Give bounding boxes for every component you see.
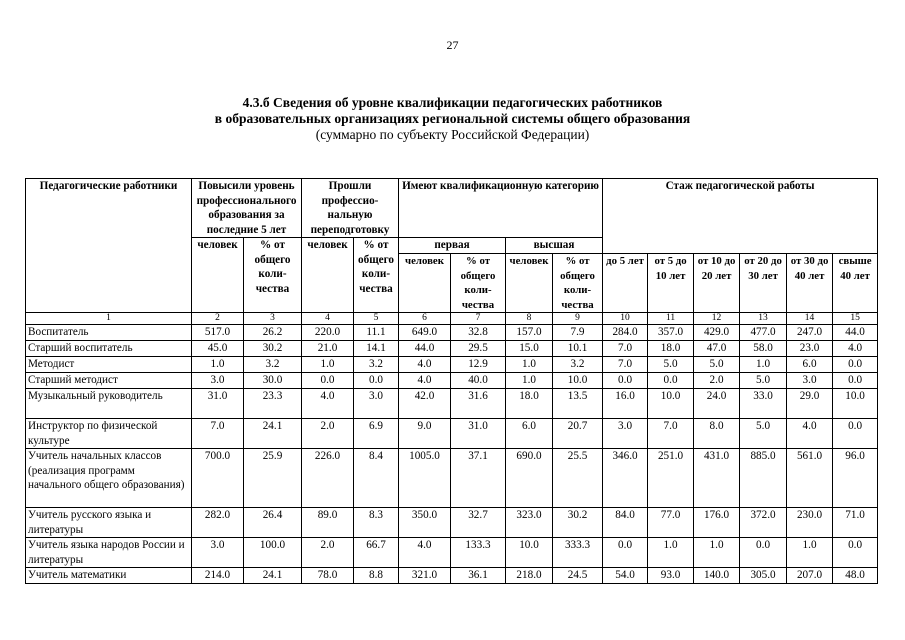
table-row — [26, 389, 878, 419]
header-workers: Педагогические работники — [26, 179, 192, 313]
table-cell: 357.0 — [648, 325, 694, 341]
table-cell: 517.0 — [192, 325, 244, 341]
column-number: 12 — [694, 313, 740, 325]
table-cell: 24.0 — [694, 389, 740, 419]
table-cell: 77.0 — [648, 508, 694, 538]
table-cell: 0.0 — [603, 538, 648, 568]
table-cell: 24.5 — [553, 568, 603, 584]
column-number: 4 — [302, 313, 354, 325]
row-label: Музыкальный руководитель — [26, 389, 192, 419]
table-cell: 26.2 — [244, 325, 302, 341]
table-cell: 29.0 — [787, 389, 833, 419]
table-cell: 36.1 — [451, 568, 506, 584]
header-exp-range: от 20 до 30 лет — [740, 254, 787, 313]
table-body — [26, 325, 878, 584]
table-cell: 350.0 — [399, 508, 451, 538]
table-cell: 323.0 — [506, 508, 553, 538]
table-cell: 885.0 — [740, 449, 787, 508]
table-cell: 176.0 — [694, 508, 740, 538]
table-cell: 8.8 — [354, 568, 399, 584]
table-cell: 220.0 — [302, 325, 354, 341]
table-cell: 29.5 — [451, 341, 506, 357]
column-number: 2 — [192, 313, 244, 325]
table-cell: 10.0 — [506, 538, 553, 568]
header-experience: Стаж педагогической работы — [603, 179, 878, 254]
title-line-1: 4.3.б Сведения об уровне квалификации педагогических работников — [242, 95, 663, 110]
table-cell: 0.0 — [302, 373, 354, 389]
table-cell: 0.0 — [354, 373, 399, 389]
table-cell: 1.0 — [506, 357, 553, 373]
header-percent: % от общего коли-чества — [244, 238, 302, 313]
table-cell: 230.0 — [787, 508, 833, 538]
table-cell: 207.0 — [787, 568, 833, 584]
column-number: 13 — [740, 313, 787, 325]
table-cell: 333.3 — [553, 538, 603, 568]
header-exp-range: от 10 до 20 лет — [694, 254, 740, 313]
table-cell: 30.2 — [553, 508, 603, 538]
column-number: 6 — [399, 313, 451, 325]
table-row — [26, 325, 878, 341]
table-cell: 157.0 — [506, 325, 553, 341]
table-cell: 649.0 — [399, 325, 451, 341]
table-cell: 214.0 — [192, 568, 244, 584]
header-people: человек — [399, 254, 451, 313]
table-cell: 6.9 — [354, 419, 399, 449]
table-cell: 1.0 — [192, 357, 244, 373]
table-cell: 44.0 — [399, 341, 451, 357]
table-cell: 5.0 — [740, 373, 787, 389]
table-cell: 3.0 — [787, 373, 833, 389]
row-label: Методист — [26, 357, 192, 373]
table-cell: 8.4 — [354, 449, 399, 508]
table-cell: 3.2 — [553, 357, 603, 373]
table-cell: 1005.0 — [399, 449, 451, 508]
row-label: Старший воспитатель — [26, 341, 192, 357]
table-cell: 140.0 — [694, 568, 740, 584]
table-cell: 78.0 — [302, 568, 354, 584]
table-cell: 24.1 — [244, 568, 302, 584]
table-cell: 7.0 — [603, 357, 648, 373]
table-cell: 6.0 — [506, 419, 553, 449]
row-label: Учитель русского языка и литературы — [26, 508, 192, 538]
column-number: 7 — [451, 313, 506, 325]
table-cell: 66.7 — [354, 538, 399, 568]
header-exp-range: свыше 40 лет — [833, 254, 878, 313]
table-cell: 32.8 — [451, 325, 506, 341]
table-cell: 23.0 — [787, 341, 833, 357]
header-people: человек — [506, 254, 553, 313]
table-row — [26, 357, 878, 373]
table-cell: 1.0 — [740, 357, 787, 373]
table-title — [0, 95, 905, 143]
table-cell: 71.0 — [833, 508, 878, 538]
table-cell: 30.2 — [244, 341, 302, 357]
table-cell: 26.4 — [244, 508, 302, 538]
table-cell: 7.0 — [192, 419, 244, 449]
table-cell: 700.0 — [192, 449, 244, 508]
table-cell: 3.0 — [192, 538, 244, 568]
table-cell: 4.0 — [399, 538, 451, 568]
header-first-category: первая — [399, 238, 506, 254]
table-cell: 4.0 — [302, 389, 354, 419]
table-row — [26, 538, 878, 568]
table-row — [26, 449, 878, 508]
table-cell: 100.0 — [244, 538, 302, 568]
table-cell: 25.5 — [553, 449, 603, 508]
table-cell: 7.0 — [603, 341, 648, 357]
table-cell: 218.0 — [506, 568, 553, 584]
table-row — [26, 373, 878, 389]
table-cell: 37.1 — [451, 449, 506, 508]
table-cell: 5.0 — [740, 419, 787, 449]
header-percent: % от общего коли-чества — [553, 254, 603, 313]
table-cell: 48.0 — [833, 568, 878, 584]
header-highest-category: высшая — [506, 238, 603, 254]
table-cell: 5.0 — [694, 357, 740, 373]
table-cell: 282.0 — [192, 508, 244, 538]
table-cell: 1.0 — [787, 538, 833, 568]
title-subtitle: (суммарно по субъекту Российской Федерации) — [315, 127, 590, 142]
table-cell: 25.9 — [244, 449, 302, 508]
header-retraining: Прошли профессио-нальную переподготовку — [302, 179, 399, 238]
table-cell: 40.0 — [451, 373, 506, 389]
table-cell: 284.0 — [603, 325, 648, 341]
table-cell: 3.2 — [354, 357, 399, 373]
table-cell: 10.0 — [833, 389, 878, 419]
column-number: 5 — [354, 313, 399, 325]
table-cell: 10.0 — [553, 373, 603, 389]
table-cell: 30.0 — [244, 373, 302, 389]
table-cell: 4.0 — [787, 419, 833, 449]
column-number: 1 — [26, 313, 192, 325]
table-cell: 561.0 — [787, 449, 833, 508]
table-cell: 372.0 — [740, 508, 787, 538]
table-cell: 9.0 — [399, 419, 451, 449]
table-cell: 84.0 — [603, 508, 648, 538]
table-cell: 16.0 — [603, 389, 648, 419]
table-cell: 47.0 — [694, 341, 740, 357]
table-cell: 0.0 — [833, 373, 878, 389]
table-cell: 31.0 — [451, 419, 506, 449]
table-cell: 0.0 — [740, 538, 787, 568]
header-qualification-category: Имеют квалификационную категорию — [399, 179, 603, 238]
table-cell: 2.0 — [694, 373, 740, 389]
table-cell: 4.0 — [399, 373, 451, 389]
table-row — [26, 568, 878, 584]
table-cell: 321.0 — [399, 568, 451, 584]
row-label: Воспитатель — [26, 325, 192, 341]
column-number: 3 — [244, 313, 302, 325]
table-cell: 58.0 — [740, 341, 787, 357]
table-row — [26, 508, 878, 538]
page-number: 27 — [446, 38, 459, 52]
table-cell: 2.0 — [302, 538, 354, 568]
table-cell: 24.1 — [244, 419, 302, 449]
row-label: Учитель математики — [26, 568, 192, 584]
table-cell: 3.0 — [603, 419, 648, 449]
table-cell: 3.0 — [354, 389, 399, 419]
header-percent: % от общего коли-чества — [354, 238, 399, 313]
table-cell: 11.1 — [354, 325, 399, 341]
table-cell: 45.0 — [192, 341, 244, 357]
table-cell: 3.0 — [192, 373, 244, 389]
table-cell: 0.0 — [833, 538, 878, 568]
table-row — [26, 419, 878, 449]
table-cell: 44.0 — [833, 325, 878, 341]
column-number: 15 — [833, 313, 878, 325]
table-cell: 0.0 — [833, 357, 878, 373]
title-line-2: в образовательных организациях региональной системы общего образования — [214, 111, 691, 126]
column-number: 8 — [506, 313, 553, 325]
table-cell: 1.0 — [648, 538, 694, 568]
table-cell: 3.2 — [244, 357, 302, 373]
table-cell: 429.0 — [694, 325, 740, 341]
header-exp-range: до 5 лет — [603, 254, 648, 313]
table-cell: 32.7 — [451, 508, 506, 538]
row-label: Учитель языка народов России и литературы — [26, 538, 192, 568]
table-cell: 93.0 — [648, 568, 694, 584]
table-cell: 226.0 — [302, 449, 354, 508]
table-cell: 4.0 — [833, 341, 878, 357]
table-cell: 7.9 — [553, 325, 603, 341]
table-cell: 13.5 — [553, 389, 603, 419]
table-cell: 12.9 — [451, 357, 506, 373]
table-cell: 10.0 — [648, 389, 694, 419]
table-cell: 8.0 — [694, 419, 740, 449]
table-cell: 431.0 — [694, 449, 740, 508]
table-cell: 346.0 — [603, 449, 648, 508]
table-cell: 89.0 — [302, 508, 354, 538]
table-cell: 14.1 — [354, 341, 399, 357]
table-cell: 133.3 — [451, 538, 506, 568]
table-cell: 8.3 — [354, 508, 399, 538]
column-number: 11 — [648, 313, 694, 325]
row-label: Старший методист — [26, 373, 192, 389]
column-numbers-row — [26, 313, 878, 325]
column-number: 14 — [787, 313, 833, 325]
qualification-table — [25, 178, 878, 584]
table-cell: 54.0 — [603, 568, 648, 584]
table-cell: 5.0 — [648, 357, 694, 373]
header-people: человек — [302, 238, 354, 313]
table-cell: 96.0 — [833, 449, 878, 508]
table-cell: 42.0 — [399, 389, 451, 419]
table-cell: 247.0 — [787, 325, 833, 341]
table-cell: 33.0 — [740, 389, 787, 419]
table-cell: 0.0 — [833, 419, 878, 449]
table-cell: 18.0 — [506, 389, 553, 419]
table-cell: 31.0 — [192, 389, 244, 419]
table-cell: 18.0 — [648, 341, 694, 357]
row-label: Учитель начальных классов (реализация программ начального общего образования) — [26, 449, 192, 508]
table-cell: 0.0 — [603, 373, 648, 389]
row-label: Инструктор по физической культуре — [26, 419, 192, 449]
table-cell: 7.0 — [648, 419, 694, 449]
table-cell: 2.0 — [302, 419, 354, 449]
table-cell: 4.0 — [399, 357, 451, 373]
table-cell: 0.0 — [648, 373, 694, 389]
header-percent: % от общего коли-чества — [451, 254, 506, 313]
table-cell: 21.0 — [302, 341, 354, 357]
table-cell: 477.0 — [740, 325, 787, 341]
table-cell: 690.0 — [506, 449, 553, 508]
table-cell: 23.3 — [244, 389, 302, 419]
table-cell: 305.0 — [740, 568, 787, 584]
table-cell: 1.0 — [302, 357, 354, 373]
column-number: 10 — [603, 313, 648, 325]
table-cell: 10.1 — [553, 341, 603, 357]
table-cell: 251.0 — [648, 449, 694, 508]
header-exp-range: от 30 до 40 лет — [787, 254, 833, 313]
header-people: человек — [192, 238, 244, 313]
table-cell: 1.0 — [506, 373, 553, 389]
table-cell: 31.6 — [451, 389, 506, 419]
table-row — [26, 341, 878, 357]
table-cell: 6.0 — [787, 357, 833, 373]
table-cell: 15.0 — [506, 341, 553, 357]
table-cell: 20.7 — [553, 419, 603, 449]
table-cell: 1.0 — [694, 538, 740, 568]
header-exp-range: от 5 до 10 лет — [648, 254, 694, 313]
header-raised-qualification: Повысили уровень профессионального образования за последние 5 лет — [192, 179, 302, 238]
column-number: 9 — [553, 313, 603, 325]
